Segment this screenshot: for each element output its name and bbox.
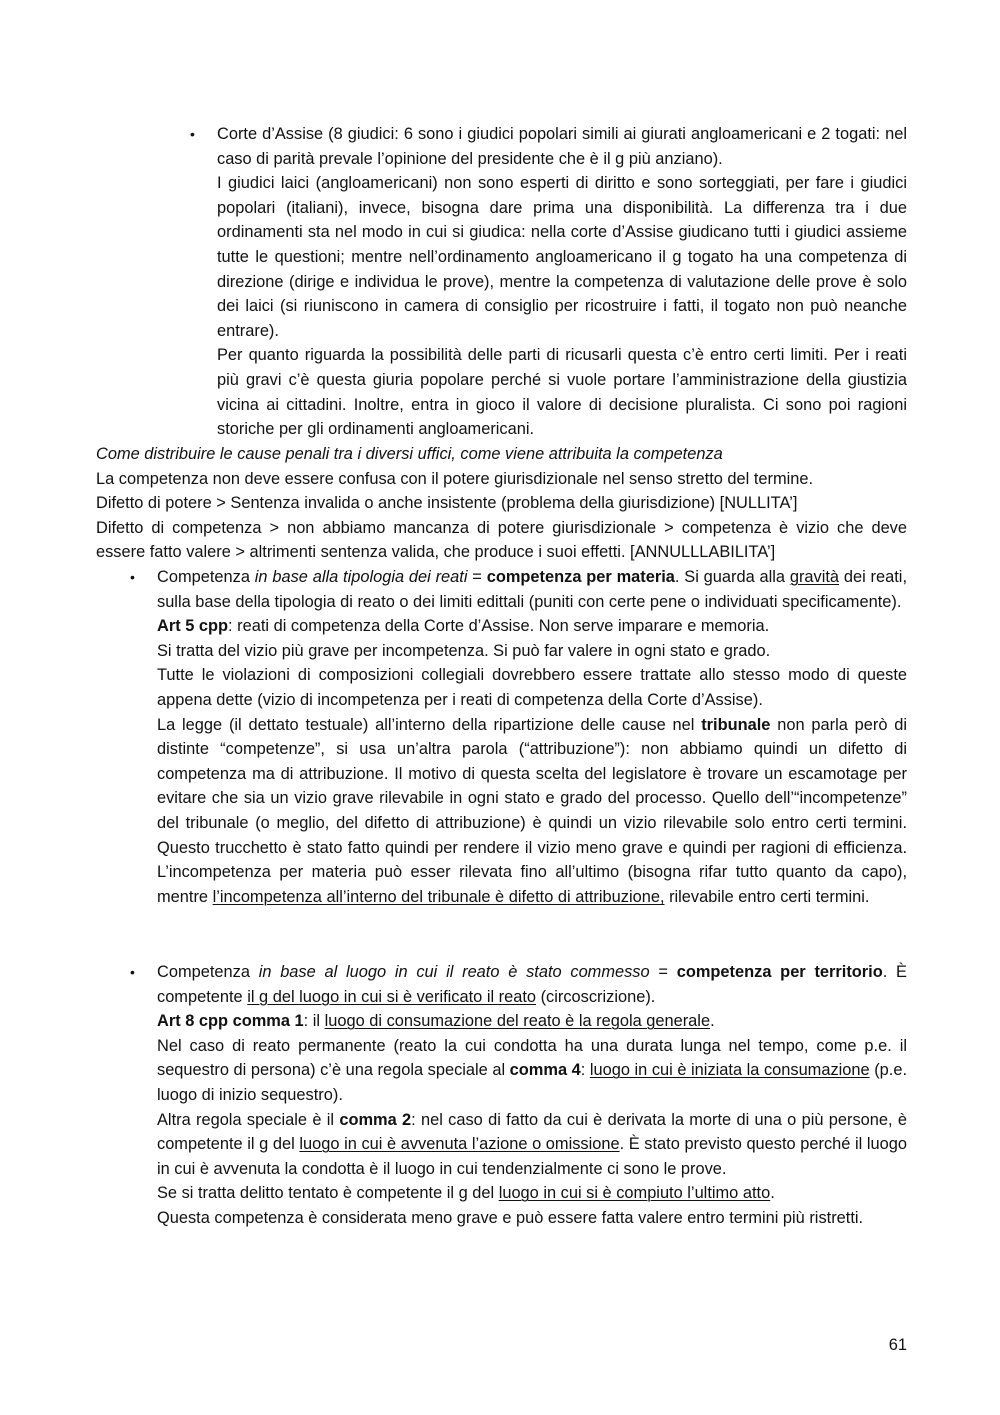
art5-line <box>157 614 907 639</box>
underlined-term: il g del luogo in cui si è verificato il reato <box>247 987 537 1006</box>
underlined-term: l’incompetenza all’interno del tribunale è difetto di attribuzione, <box>212 887 665 906</box>
underlined-term: luogo in cui si è compiuto l’ultimo atto <box>498 1184 771 1203</box>
section-heading: Come distribuire le cause penali tra i diversi uffici, come viene attribuita la competenza <box>96 445 723 463</box>
bold-term: comma 4 <box>509 1061 581 1080</box>
text: non parla però di distinte “competenze”, si usa un’altra parola (“attribuzione”): non abbiamo quindi un difetto di competenza ma di attribuzione. Il motivo di questa scelta del legislatore è trovare un escamotage per evitare che sia un vizio grave rilevabile in ogni stato e grado del processo. Quello dell’“incompetenze” del tribunale (o meglio, del difetto di attribuzione) è quindi un vizio rilevabile solo entro certi termini. Questo trucchetto è stato fatto quindi per rendere il vizio meno grave e quindi per ragioni di efficienza. L’incompetenza per materia può esser rilevata fino all’ultimo (bisogna rifar tutto quanto da capo), mentre <box>157 715 908 906</box>
page-number: 61 <box>888 1336 907 1354</box>
text: rilevabile entro certi termini. <box>664 887 870 906</box>
bullet-corte-assise: • <box>190 126 195 142</box>
bullet-territorio: • <box>130 964 135 980</box>
bold-term: comma 2 <box>339 1110 412 1129</box>
article-ref: Art 8 cpp comma 1 <box>157 1012 304 1031</box>
text: : nel caso di fatto da cui è derivata la morte di una o più persone, è competente il g del <box>157 1110 907 1154</box>
text: = <box>467 568 487 586</box>
corte-assise-paragraph: Corte d’Assise (8 giudici: 6 sono i giudici popolari simili ai giurati angloamericani e 2 togati: nel caso di parità prevale l’opinione del presidente che è il g più anziano). <box>217 125 907 168</box>
bold-term: tribunale <box>701 715 771 734</box>
text: Altra regola speciale è il <box>157 1110 340 1129</box>
delitto-tentato-line <box>157 1181 907 1206</box>
text: (p.e. luogo di inizio sequestro). <box>157 1061 907 1104</box>
bold-term: competenza per materia <box>486 568 675 586</box>
body-line-3: Difetto di competenza > non abbiamo mancanza di potere giurisdizionale > competenza è vizio che deve essere fatto valere > altrimenti sentenza valida, che produce i suoi effetti. [ANNULLLABILITA’] <box>96 518 907 562</box>
competenza-territorio-item <box>157 960 907 1231</box>
legge-paragraph <box>157 713 907 910</box>
text: Competenza <box>157 963 259 981</box>
text: Se si tratta delitto tentato è competente il g del <box>157 1184 499 1203</box>
bullet-materia: • <box>130 569 135 585</box>
text: Competenza <box>157 568 255 586</box>
altra-regola-paragraph <box>157 1108 907 1182</box>
text: . <box>770 1184 775 1203</box>
body-line-2: Difetto di potere > Sentenza invalida o anche insistente (problema della giurisdizione) [NULLITA’] <box>96 494 798 513</box>
ricusare-paragraph: Per quanto riguarda la possibilità delle parti di ricusarli questa c’è entro certi limiti. Per i reati più gravi c’è questa giuria popolare perché si vuole portare l’amministrazione della giustizia vicina ai cittadini. Inoltre, entra in gioco il valore di decisione pluralista. Ci sono poi ragioni storiche per gli ordinamenti angloamericani. <box>217 346 907 439</box>
questa-competenza-paragraph: Questa competenza è considerata meno grave e può essere fatta valere entro termini più ristretti. <box>157 1208 864 1227</box>
competenza-materia-item <box>157 565 907 909</box>
italic-text: in base alla tipologia dei reati <box>254 568 468 586</box>
violazioni-paragraph: Tutte le violazioni di composizioni collegiali dovrebbero essere trattate allo stesso modo di queste appena dette (vizio di incompetenza per i reati di competenza della Corte d’Assise). <box>157 666 907 709</box>
text: : il <box>303 1012 325 1031</box>
underlined-term: luogo in cui è iniziata la consumazione <box>589 1061 870 1080</box>
text: dei reati, sulla base della tipologia di reato o dei limiti edittali (puniti con certe pene o individuati specificamente). <box>157 568 907 611</box>
text: : reati di competenza della Corte d’Assise. Non serve imparare e memoria. <box>228 617 770 636</box>
text: (circoscrizione). <box>536 987 656 1006</box>
text: La legge (il dettato testuale) all’interno della ripartizione delle cause nel <box>157 715 702 734</box>
art8-line <box>157 1009 907 1034</box>
text: . Si guarda alla <box>674 568 790 586</box>
materia-intro <box>157 565 907 614</box>
italic-text: in base al luogo in cui il reato è stato commesso <box>258 963 650 981</box>
article-ref: Art 5 cpp <box>157 617 229 636</box>
underlined-term: luogo di consumazione del reato è la regola generale <box>324 1012 711 1031</box>
underlined-term: gravità <box>789 568 840 586</box>
corte-assise-item <box>217 122 907 442</box>
reato-permanente-paragraph <box>157 1034 907 1108</box>
body-line-1: La competenza non deve essere confusa con il potere giurisdizionale nel senso stretto del termine. <box>96 469 814 488</box>
vizio-line: Si tratta del vizio più grave per incompetenza. Si può far valere in ogni stato e grado. <box>157 641 771 660</box>
text: . È competente <box>157 963 907 1006</box>
underlined-term: luogo in cui è avvenuta l’azione o omissione <box>299 1135 620 1154</box>
bold-term: competenza per territorio <box>676 963 883 981</box>
text: : <box>580 1061 590 1080</box>
text: = <box>649 963 677 981</box>
territorio-intro <box>157 960 907 1009</box>
text: . È stato previsto questo perché il luogo in cui è avvenuta la condotta è il luogo in cui tendenzialmente ci sono le prove. <box>157 1135 907 1178</box>
giudici-laici-paragraph: I giudici laici (angloamericani) non sono esperti di diritto e sono sorteggiati, per fare i giudici popolari (italiani), invece, bisogna dare prima una disponibilità. La differenza tra i due ordinamenti sta nel modo in cui si giudica: nella corte d’Assise giudicano tutti i giudici assieme tutte le questioni; mentre nell’ordinamento angloamericano il g togato ha una competenza di direzione (dirige e individua le prove), mentre la competenza di valutazione delle prove è solo dei laici (si riuniscono in camera di consiglio per ricostruire i fatti, il togato non può neanche entrare). <box>217 174 907 340</box>
text: . <box>710 1012 715 1031</box>
text: Nel caso di reato permanente (reato la cui condotta ha una durata lunga nel tempo, come p.e. il sequestro di persona) c’è una regola speciale al <box>157 1036 907 1080</box>
body-section <box>96 442 907 565</box>
